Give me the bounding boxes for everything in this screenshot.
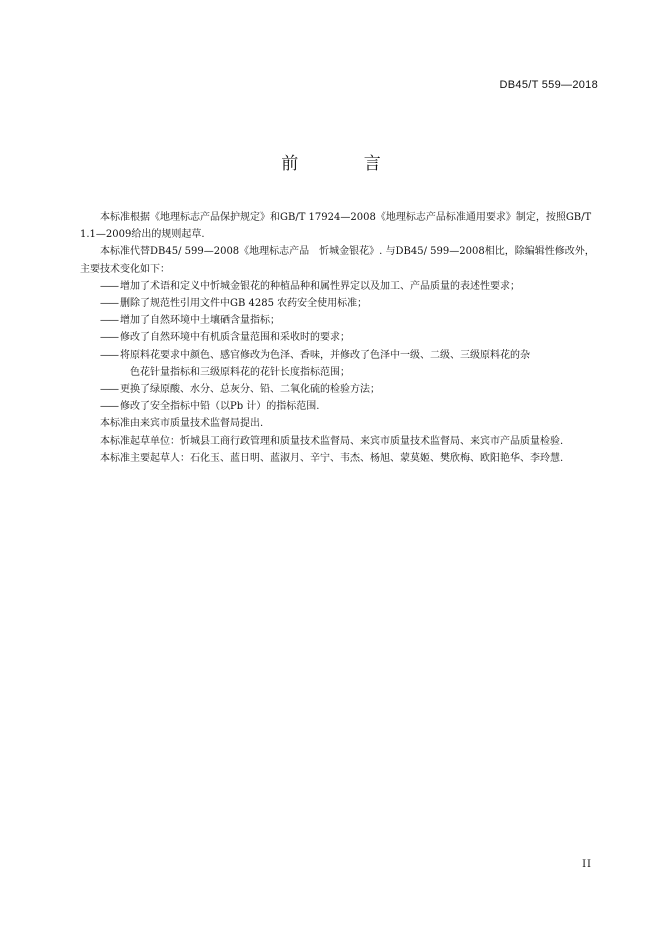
list-item-text: 更换了绿原酸、水分、总灰分、铅、二氧化硫的检验方法； [120, 384, 380, 396]
dash-marker: —— [100, 332, 118, 344]
list-item [80, 347, 600, 381]
list-item-text: 将原料花要求中颜色、感官修改为色泽、香味，并修改了色泽中一级、二级、三级原料花的杂 [120, 349, 530, 361]
dash-marker: —— [100, 315, 118, 327]
list-item [80, 381, 600, 398]
change-list [80, 278, 600, 416]
dash-marker: —— [100, 298, 118, 310]
dash-marker: —— [100, 401, 118, 413]
list-item [80, 398, 600, 415]
paragraph: 本标准起草单位：忻城县工商行政管理和质量技术监督局、来宾市质量技术监督局、来宾市产品质量检验. [100, 435, 564, 447]
list-item-text: 增加了术语和定义中忻城金银花的种植品种和属性界定以及加工、产品质量的表述性要求； [120, 280, 520, 292]
list-item-text: 增加了自然环境中土壤硒含量指标； [120, 315, 280, 327]
document-body [80, 209, 600, 467]
list-item [80, 312, 600, 329]
page-number: II [582, 859, 592, 870]
list-item-text: 修改了安全指标中铅（以Pb 计）的指标范围. [120, 401, 320, 413]
page-title: 前 言 [281, 154, 411, 174]
dash-marker: —— [100, 349, 118, 361]
paragraph: 本标准由来宾市质量技术监督局提出. [100, 418, 264, 430]
document-code: DB45/T 559—2018 [499, 79, 598, 91]
list-item [80, 278, 600, 295]
dash-marker: —— [100, 384, 118, 396]
list-item [80, 329, 600, 346]
paragraph: 本标准代替DB45/ 599—2008《地理标志产品 忻城金银花》. 与DB45/ 599—2008相比，除编辑性修改外，主要技术变化如下： [80, 246, 595, 275]
list-item-continuation: 色花针量指标和三级原料花的花针长度指标范围； [130, 366, 350, 378]
list-item-text: 修改了自然环境中有机质含量范围和采收时的要求； [120, 332, 350, 344]
paragraph: 本标准主要起草人：石化玉、蓝日明、蓝淑月、辛宁、韦杰、杨旭、蒙莫姬、樊欣梅、欧阳艳华、李玲慧. [100, 452, 564, 464]
list-item [80, 295, 600, 312]
list-item-text: 删除了规范性引用文件中GB 4285 农药安全使用标准； [120, 298, 368, 310]
paragraph: 本标准根据《地理标志产品保护规定》和GB/T 17924—2008《地理标志产品标准通用要求》制定，按照GB/T 1.1—2009给出的规则起草. [80, 212, 592, 241]
dash-marker: —— [100, 280, 118, 292]
